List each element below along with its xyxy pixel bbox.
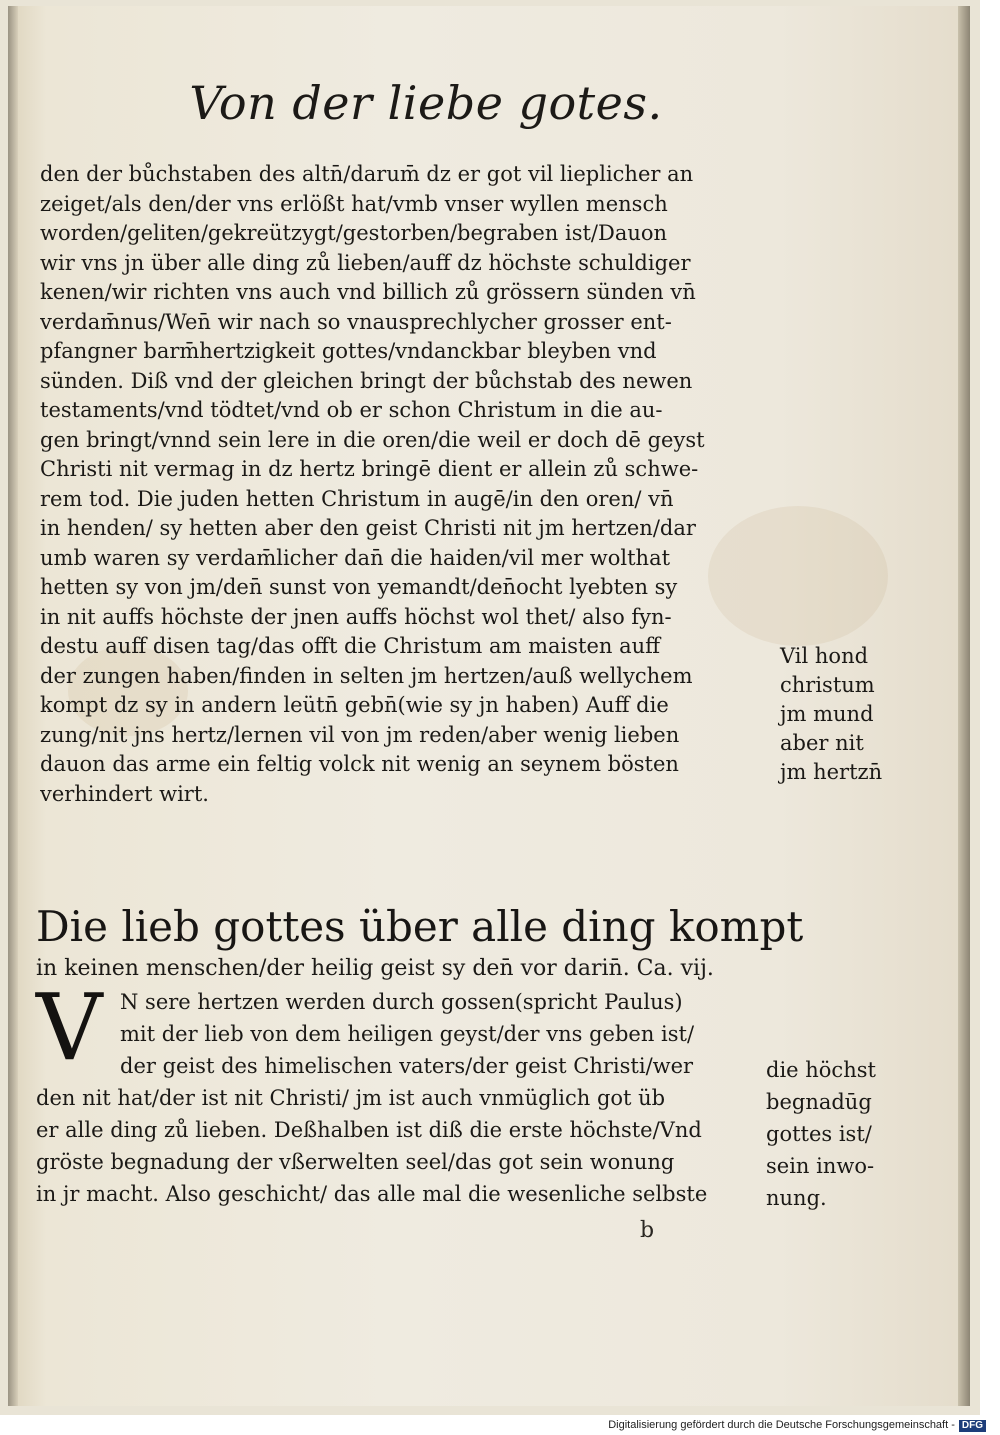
text-line: rem tod. Die juden hetten Christum in augē/in den oren/ vn̄	[40, 486, 674, 511]
text-line: der geist des himelischen vaters/der geist Christi/wer	[120, 1054, 694, 1078]
text-line: in nit auffs höchste der jnen auffs höchst wol thet/ also fyn-	[40, 604, 672, 629]
running-head: Von der liebe gotes.	[189, 76, 663, 130]
dfg-logo: DFG	[959, 1420, 986, 1432]
text-line: destu auff disen tag/das offt die Christum am maisten auff	[40, 634, 661, 658]
marginal-note-line: begnadūg	[766, 1090, 872, 1114]
page-outer-edge	[958, 6, 970, 1406]
text-line: sünden. Diß vnd der gleichen bringt der bůchstab des newen	[40, 368, 693, 393]
text-line: zung/nit jns hertz/lernen vil von jm reden/aber wenig lieben	[40, 722, 680, 747]
marginal-note-line: jm mund	[780, 702, 874, 726]
marginal-note	[780, 642, 882, 787]
signature-mark: b	[640, 1218, 655, 1243]
text-line: testaments/vnd tödtet/vnd ob er schon Christum in die au-	[40, 398, 663, 422]
text-line: mit der lieb von dem heiligen geyst/der vns geben ist/	[120, 1022, 695, 1046]
text-line: gen bringt/vnnd sein lere in die oren/die weil er doch dē geyst	[40, 427, 705, 452]
marginal-note-line: nung.	[766, 1186, 827, 1210]
chapter-heading: Die lieb gottes über alle ding kompt	[36, 902, 804, 951]
chapter-text	[36, 1082, 760, 1210]
text-line: gröste begnadung der vßerwelten seel/das got sein wonung	[36, 1150, 675, 1174]
marginal-note-line: gottes ist/	[766, 1122, 872, 1146]
text-line: worden/geliten/gekreützygt/gestorben/begraben ist/Dauon	[40, 221, 668, 245]
marginal-note-line: christum	[780, 673, 875, 697]
credit-text: Digitalisierung gefördert durch die Deutsche Forschungsgemeinschaft -	[608, 1419, 955, 1431]
text-line: Christi nit vermag in dz hertz bringē dient er allein zů schwe-	[40, 457, 699, 481]
text-line: verdam̄nus/Wen̄ wir nach so vnausprechlycher grosser ent-	[40, 309, 672, 334]
drop-initial: V	[36, 974, 103, 1081]
text-line: dauon das arme ein feltig volck nit wenig an seynem bösten	[40, 752, 679, 776]
marginal-note	[766, 1054, 876, 1214]
text-line: den nit hat/der ist nit Christi/ jm ist auch vnmüglich got üb	[36, 1086, 666, 1110]
text-line: verhindert wirt.	[40, 781, 209, 806]
text-line: in jr macht. Also geschicht/ das alle mal die wesenliche selbste	[36, 1182, 708, 1206]
marginal-note-line: aber nit	[780, 731, 864, 755]
text-line: pfangner barm̄hertzigkeit gottes/vndanckbar bleyben vnd	[40, 339, 657, 363]
marginal-note-line: Vil hond	[780, 644, 869, 668]
text-line: den der bůchstaben des altn̄/darum̄ dz er got vil lieplicher an	[40, 162, 694, 186]
marginal-note-line: jm hertzn̄	[780, 760, 883, 784]
text-line: der zungen haben/finden in selten jm hertzen/auß wellychem	[40, 663, 693, 688]
text-line: N sere hertzen werden durch gossen(spricht Paulus)	[120, 990, 683, 1014]
text-line: in henden/ sy hetten aber den geist Christi nit jm hertzen/dar	[40, 516, 696, 540]
text-line: zeiget/als den/der vns erlößt hat/vmb vnser wyllen mensch	[40, 191, 668, 216]
marginal-note-line: die höchst	[766, 1058, 876, 1082]
chapter-subheading: in keinen menschen/der heilig geist sy den̄ vor darin̄. Ca. vij.	[36, 956, 714, 981]
text-line: wir vns jn über alle ding zů lieben/auff dz höchste schuldiger	[40, 250, 691, 275]
text-line: hetten sy von jm/den̄ sunst von yemandt/den̄ocht lyebten sy	[40, 575, 678, 599]
body-text	[40, 160, 780, 809]
text-line: umb waren sy verdam̄licher dan̄ die haiden/vil mer wolthat	[40, 545, 671, 570]
marginal-note-line: sein inwo-	[766, 1154, 875, 1178]
digitization-credit	[608, 1419, 986, 1432]
text-line: kenen/wir richten vns auch vnd billich zů grössern sünden vn̄	[40, 280, 696, 304]
chapter-text-indented	[120, 986, 760, 1082]
text-line: er alle ding zů lieben. Deßhalben ist diß die erste höchste/Vnd	[36, 1118, 702, 1142]
text-line: kompt dz sy in andern leütn̄ gebn̄(wie sy jn haben) Auff die	[40, 693, 669, 717]
page-binding-edge	[8, 6, 18, 1406]
